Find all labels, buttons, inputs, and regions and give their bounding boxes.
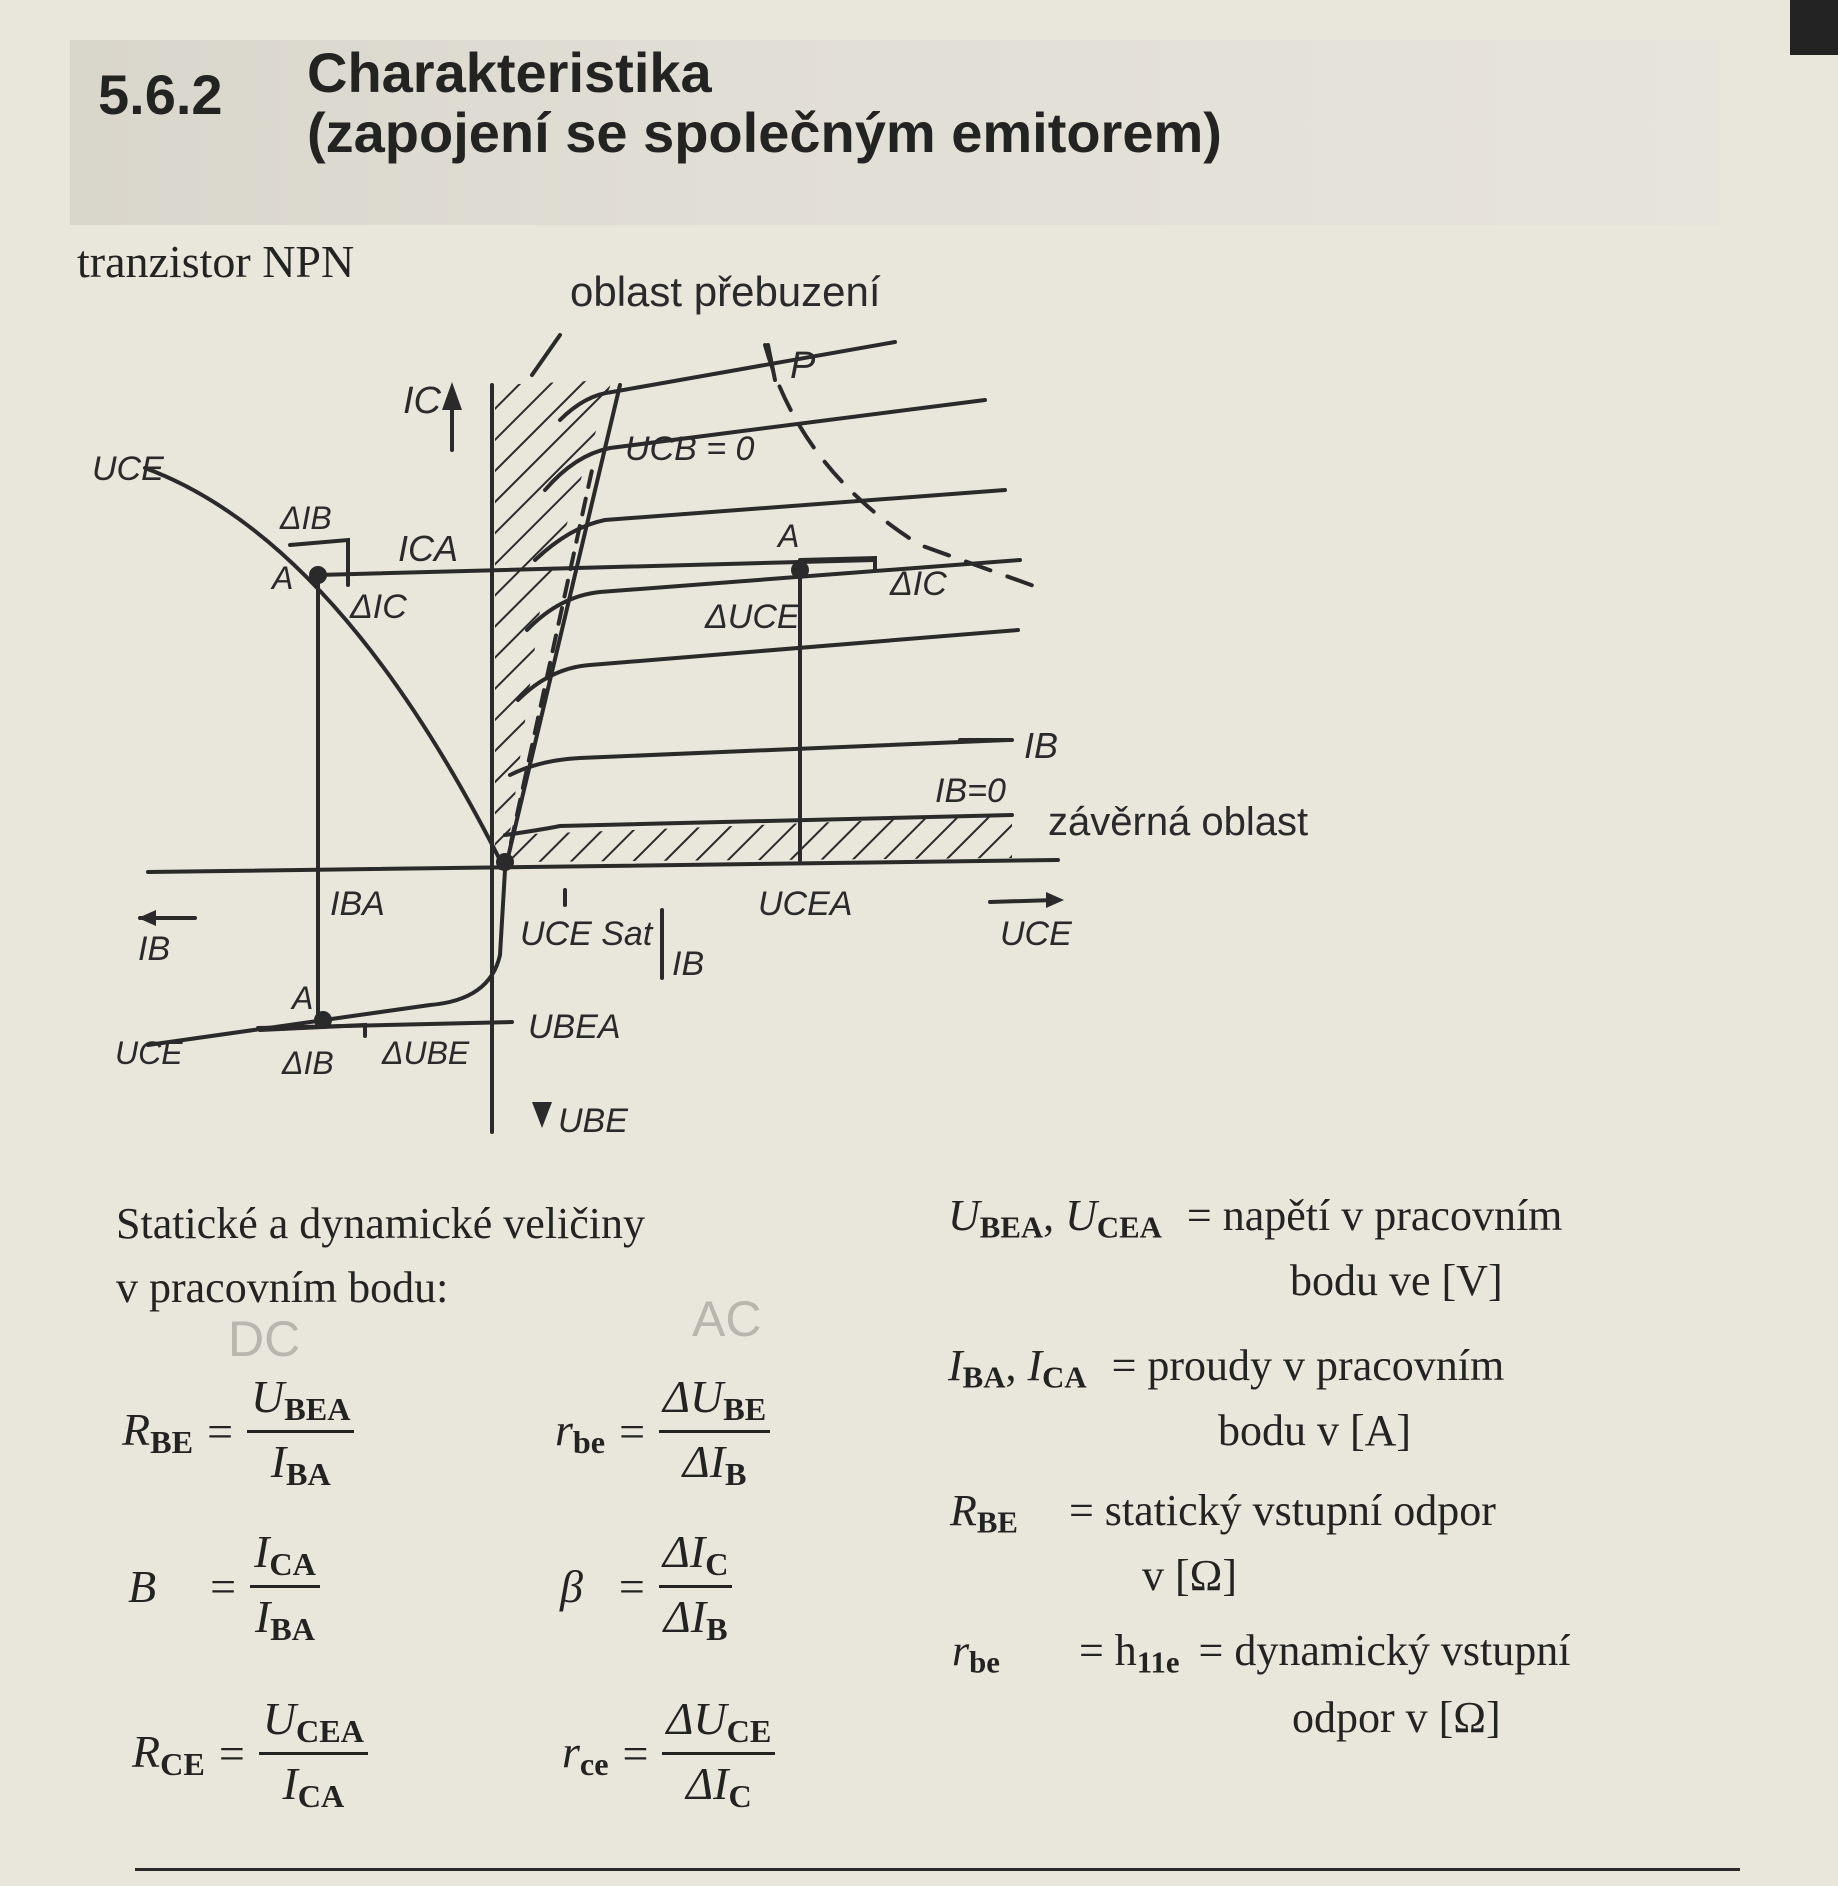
label-delta-ic-left: ΔIC [350, 588, 407, 626]
label-uce-sat: UCE Sat [520, 915, 653, 953]
definition-rbe-dynamic-cont: odpor v [Ω] [1292, 1693, 1501, 1742]
label-uce-curve: UCE [92, 450, 164, 488]
section-number: 5.6.2 [98, 63, 223, 126]
label-iba: IBA [330, 885, 385, 923]
label-delta-ube: ΔUBE [382, 1035, 470, 1071]
formula-beta-dynamic: β = $\frac{\Delta I_C}{\Delta I_B}$ [560, 1525, 732, 1648]
label-ib0: IB=0 [935, 772, 1006, 810]
label-ube-axis: UBE [558, 1102, 628, 1140]
definition-rbe-dynamic: $r_{be} = h_{11e}$ = dynamický vstupní [952, 1626, 1571, 1680]
section-title-line1: Charakteristika [307, 41, 712, 104]
label-ica: ICA [398, 528, 459, 569]
definition-ubea-ucea: $U_{BEA}$, $U_{CEA}$ = napětí v pracovním [948, 1191, 1563, 1245]
label-uce-bottom: UCE [115, 1035, 183, 1071]
section-title-line2: (zapojení se společným emitorem) [307, 101, 1222, 164]
label-ib-axis: IB [138, 930, 171, 968]
label-ucea: UCEA [758, 885, 853, 923]
intro-line2: v pracovním bodu: [116, 1263, 449, 1312]
label-ib: IB [1024, 725, 1059, 766]
label-delta-uce: ΔUCE [705, 598, 800, 636]
definition-ubea-ucea-cont: bodu ve [V] [1290, 1256, 1503, 1305]
label-delta-ic-right: ΔIC [890, 565, 947, 603]
handwritten-dc: DC [228, 1311, 301, 1367]
label-overdrive-region: oblast přebuzení [570, 268, 881, 315]
label-p: P [790, 345, 816, 387]
uce-axis [148, 860, 1058, 872]
formula-rce-static: $R_{CE}$ = $\frac{U_{CEA}}{I_{CA}}$ [132, 1692, 368, 1815]
definition-iba-ica: $I_{BA}$, $I_{CA}$ = proudy v pracovním [948, 1341, 1505, 1395]
label-a-left: A [272, 560, 294, 596]
intro-line1: Statické a dynamické veličiny [116, 1199, 646, 1248]
label-uce-axis: UCE [1000, 915, 1072, 953]
label-delta-ib-top: ΔIB [280, 500, 332, 536]
definition-rbe-cont: v [Ω] [1142, 1551, 1238, 1600]
formula-rce-dynamic: $r_{ce}$ = $\frac{\Delta U_{CE}}{\Delta I_C}$ [562, 1692, 775, 1815]
label-cutoff-region: závěrná oblast [1048, 800, 1309, 844]
bottom-divider [135, 1868, 1740, 1871]
label-ib-sat: IB [672, 945, 705, 983]
definition-rbe: $R_{BE}$ = statický vstupní odpor [950, 1486, 1496, 1540]
label-ucb0: UCB = 0 [625, 430, 755, 468]
formula-b-static: B = $\frac{I_{CA}}{I_{BA}}$ [128, 1525, 320, 1648]
definition-iba-ica-cont: bodu v [A] [1218, 1406, 1412, 1455]
label-delta-ib-bottom: ΔIB [282, 1045, 334, 1081]
label-ubea: UBEA [528, 1008, 621, 1046]
subtitle-npn: tranzistor NPN [77, 236, 355, 287]
handwritten-ac: AC [692, 1291, 762, 1347]
label-a-right: A [778, 518, 800, 554]
label-ic-axis: IC [403, 380, 441, 422]
formula-rbe-static: $R_{BE}$ = $\frac{U_{BEA}}{I_{BA}}$ [122, 1370, 354, 1493]
label-a-bottom: A [292, 980, 314, 1016]
formula-rbe-dynamic: $r_{be}$ = $\frac{\Delta U_{BE}}{\Delta I_B}$ [555, 1370, 770, 1493]
